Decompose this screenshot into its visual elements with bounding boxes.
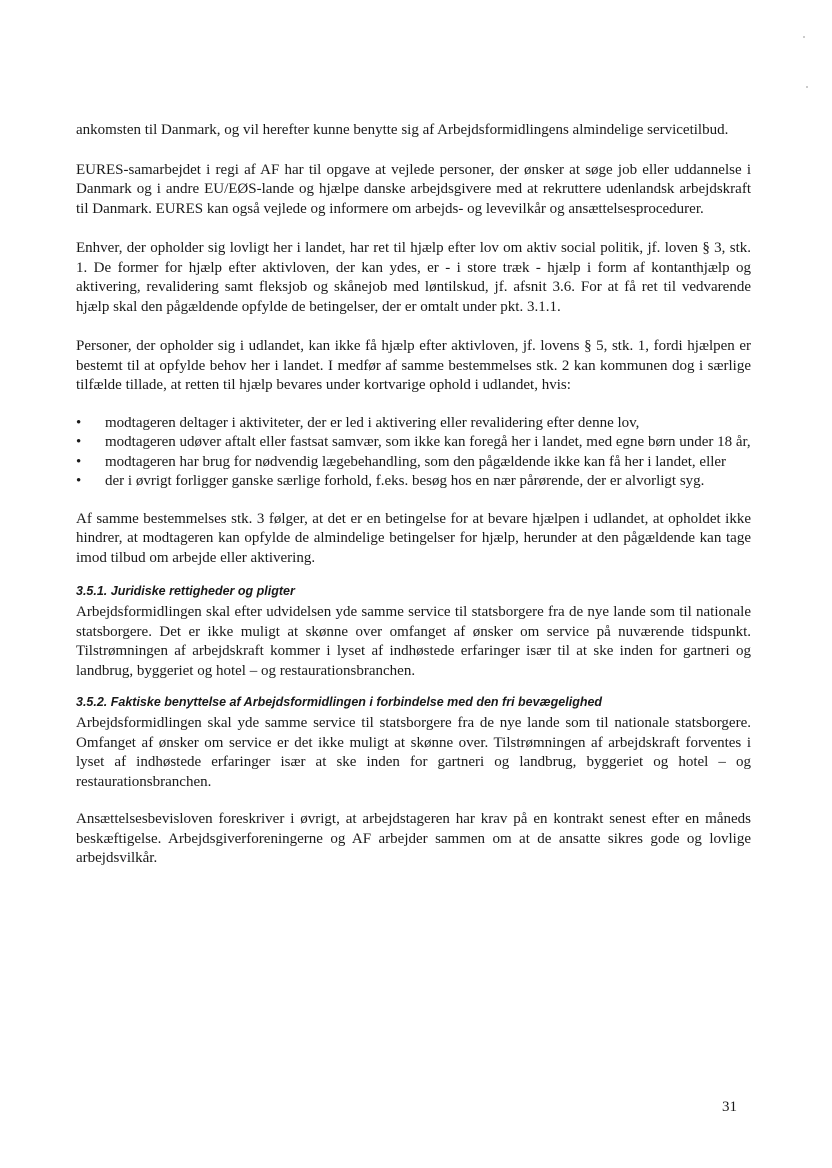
paragraph-condition-stk3: Af samme bestemmelses stk. 3 følger, at det er en betingelse for at bevare hjælpen i udlandet, at opholdet ikke hindrer, at modtageren kan opfylde de almindelige betingelser for hjælp, herunder at den pågældende kan tage imod tilbud om arbejde eller aktivering.	[76, 510, 751, 566]
page-body	[76, 121, 751, 869]
bullet-icon: •	[76, 414, 82, 431]
page-number: 31	[722, 1099, 737, 1115]
list-item-text: modtageren deltager i aktiviteter, der er led i aktivering eller revalidering efter denne lov,	[105, 414, 640, 431]
list-item	[76, 414, 751, 434]
paragraph-eures: EURES-samarbejdet i regi af AF har til opgave at vejlede personer, der ønsker at søge job eller uddannelse i Danmark og i andre EU/EØS-lande og hjælpe danske arbejdsgivere med at rekruttere udenlandsk arbejdskraft til Danmark. EURES kan også vejlede og informere om arbejds- og levevilkår og ansættelsesprocedurer.	[76, 161, 751, 217]
list-item-text: der i øvrigt forligger ganske særlige forhold, f.eks. besøg hos en nær pårørende, der er alvorligt syg.	[105, 473, 705, 489]
paragraph-employment-act: Ansættelsesbevisloven foreskriver i øvrigt, at arbejdstageren har krav på en kontrakt senest efter en måneds beskæftigelse. Arbejdsgiverforeningerne og AF arbejder sammen om at de ansatte sikres gode og lovlige arbejdsvilkår.	[76, 811, 751, 866]
list-item	[76, 472, 751, 492]
bullet-icon: •	[76, 434, 82, 450]
scan-speck	[806, 86, 808, 88]
list-item	[76, 433, 751, 453]
list-item	[76, 453, 751, 473]
paragraph-rights: Arbejdsformidlingen skal efter udvidelsen yde samme service til statsborgere fra de nye lande som til nationale statsborgere. Det er ikke muligt at skønne over omfanget af ønsker om service på nuværende tidspunkt. Tilstrømningen af arbejdskraft kommer i lyset af indhøstede erfaringer især til at ske inden for gartneri og landbrug, byggeriet og hotel – og restaurationsbranchen.	[76, 604, 751, 679]
list-item-text: modtageren har brug for nødvendig lægebehandling, som den pågældende ikke kan få her i landet, eller	[105, 453, 727, 470]
conditions-list	[76, 414, 751, 492]
paragraph-continuation: ankomsten til Danmark, og vil herefter kunne benytte sig af Arbejdsformidlingens almindelige servicetilbud.	[76, 122, 729, 138]
section-heading-3-5-1: 3.5.1. Juridiske rettigheder og pligter	[76, 584, 295, 598]
scan-speck	[803, 36, 805, 38]
paragraph-abroad: Personer, der opholder sig i udlandet, kan ikke få hjælp efter aktivloven, jf. lovens § 5, stk. 1, fordi hjælpen er bestemt til at opfylde behov her i landet. I medfør af samme bestemmelses stk. 2 kan kommunen dog i særlige tilfælde tillade, at retten til hjælp bevares under kortvarige ophold i udlandet, hvis:	[76, 338, 751, 393]
paragraph-aktivlov-right: Enhver, der opholder sig lovligt her i landet, har ret til hjælp efter lov om aktiv social politik, jf. loven § 3, stk. 1. De former for hjælp efter aktivloven, der kan ydes, er - i store træk - hjælp i form af kontanthjælp og aktivering, revalidering samt fleksjob og skånejob med løntilskud, jf. afsnit 3.6. For at få ret til vedvarende hjælp skal den pågældende opfylde de betingelser, der er omtalt under pkt. 3.1.1.	[76, 240, 751, 315]
section-heading-3-5-2: 3.5.2. Faktiske benyttelse af Arbejdsformidlingen i forbindelse med den fri bevægelighed	[76, 695, 603, 709]
paragraph-actual-use: Arbejdsformidlingen skal yde samme service til statsborgere fra de nye lande som til nationale statsborgere. Omfanget af ønsker om service er det ikke muligt at skønne over. Tilstrømningen af arbejdskraft forventes i lyset af indhøstede erfaringer især at ske inden for gartneri og landbrug, byggeriet og hotel – og restaurationsbranchen.	[76, 715, 751, 790]
bullet-icon: •	[76, 473, 82, 489]
list-item-text: modtageren udøver aftalt eller fastsat samvær, som ikke kan foregå her i landet, med egne børn under 18 år,	[105, 434, 751, 450]
bullet-icon: •	[76, 453, 82, 470]
